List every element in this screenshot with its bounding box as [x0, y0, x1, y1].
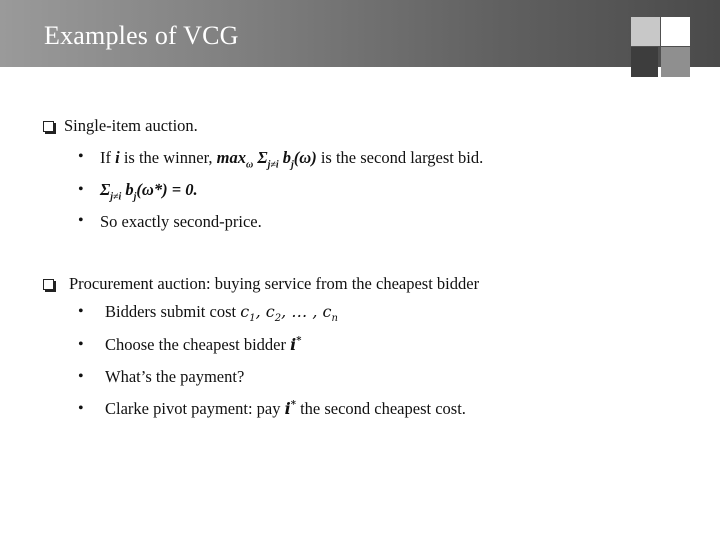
section1-bullet3: So exactly second-price. — [100, 212, 262, 231]
section2-bullet4 — [105, 399, 466, 419]
bj-subscript: j — [291, 159, 294, 171]
bullet-icon: • — [78, 303, 84, 320]
section1-bullet2 — [100, 180, 198, 202]
sigma-subscript: j≠i — [267, 159, 279, 171]
section2-bullet1 — [105, 302, 338, 324]
text: Choose the cheapest bidder — [105, 335, 291, 354]
math-sum — [100, 180, 198, 203]
checkbox-bullet-icon — [43, 121, 54, 132]
c2-subscript: 2 — [274, 313, 282, 325]
cn-subscript: n — [331, 313, 338, 325]
section2-heading: Procurement auction: buying service from the cheapest bidder — [69, 274, 480, 293]
max-text: max — [216, 148, 247, 167]
checkbox-bullet-icon — [43, 279, 54, 290]
logo-square-white — [661, 17, 690, 46]
text: Bidders submit cost — [105, 302, 241, 321]
slide-title: Examples of VCG — [44, 21, 239, 50]
title-bar — [0, 0, 720, 67]
bullet-icon: • — [78, 181, 84, 198]
omega-text: (ω) — [293, 148, 317, 167]
sigma-text: Σ — [253, 148, 268, 167]
section2-bullet3: What’s the payment? — [105, 367, 245, 386]
var-i-star — [290, 335, 301, 354]
bullet-icon: • — [78, 148, 84, 165]
text: is the winner, — [119, 148, 217, 167]
rest-text: (ω*) = 0. — [136, 180, 198, 199]
var-i: i — [115, 148, 120, 167]
sigma-subscript: j≠i — [110, 191, 122, 203]
bullet-icon: • — [78, 336, 84, 353]
logo-square-dark — [631, 47, 658, 77]
bj-text: b — [121, 180, 134, 199]
star-superscript: * — [296, 335, 302, 347]
cn-text: , … , c — [281, 302, 332, 321]
text: is the second largest bid. — [316, 148, 484, 167]
c1-text: c — [240, 302, 250, 321]
logo-square-mid — [661, 47, 690, 77]
logo-square-light — [631, 17, 660, 46]
i-text: i — [284, 399, 291, 418]
bj-text: b — [278, 148, 292, 167]
section1-bullet1 — [100, 148, 483, 170]
var-i-star — [285, 399, 296, 418]
star-superscript: * — [290, 399, 296, 411]
bj-subscript: j — [133, 191, 137, 203]
math-max — [216, 148, 317, 171]
bullet-icon: • — [78, 400, 84, 417]
bullet-icon: • — [78, 212, 84, 229]
c1-subscript: 1 — [249, 313, 256, 325]
sigma-text: Σ — [100, 180, 111, 199]
max-subscript: ω — [246, 159, 254, 171]
c2-text: , c — [255, 302, 275, 321]
i-text: i — [290, 335, 297, 354]
cost-list — [240, 302, 338, 325]
section1-heading: Single-item auction. — [64, 116, 198, 135]
bullet-icon: • — [78, 368, 84, 385]
section2-bullet2 — [105, 335, 301, 355]
text: If — [100, 148, 116, 167]
text: Clarke pivot payment: pay — [105, 399, 285, 418]
text: the second cheapest cost. — [295, 399, 466, 418]
